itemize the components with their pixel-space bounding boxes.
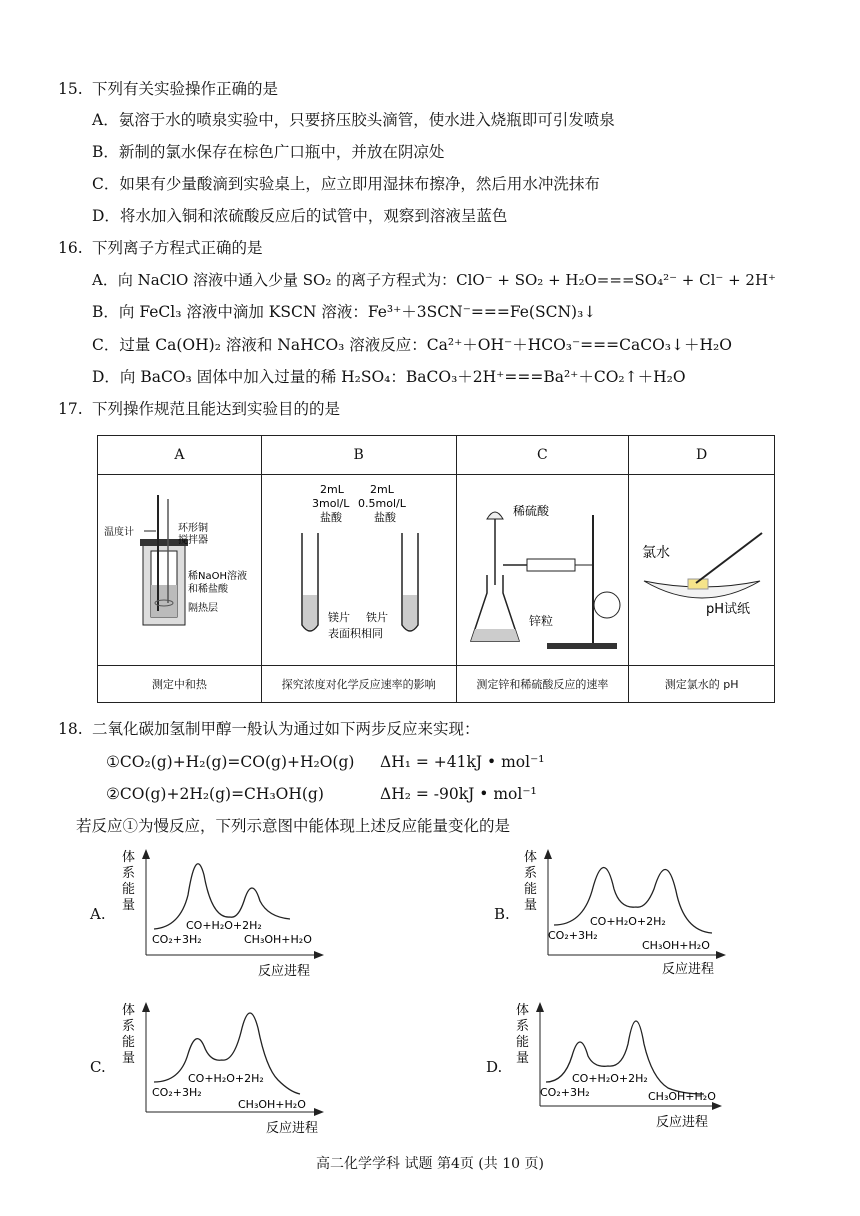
energy-graph-d	[512, 998, 726, 1138]
x-axis-label: 反应进程	[258, 964, 311, 979]
label-acid: 稀硫酸	[512, 504, 549, 518]
test-tube-figure	[262, 475, 455, 661]
header-a: A	[98, 436, 262, 475]
x-axis-label: 反应进程	[662, 962, 715, 977]
table-caption-row	[98, 666, 775, 703]
q16-stem-text: 下列离子方程式正确的是	[92, 239, 263, 257]
x-axis-arrow	[314, 951, 324, 959]
svg-text:系: 系	[524, 866, 538, 881]
svg-text:量: 量	[122, 898, 136, 913]
figure-c-cell	[456, 475, 629, 666]
y-axis-label	[524, 849, 537, 913]
liquid-right	[403, 595, 417, 630]
figure-a-cell	[98, 475, 262, 666]
header-d: D	[629, 436, 775, 475]
caption-d: 测定氯水的 pH	[629, 666, 775, 703]
glass-rod-icon	[696, 533, 762, 583]
energy-graph-a	[118, 845, 328, 981]
svg-text:系: 系	[516, 1019, 530, 1034]
label-start: CO₂+3H₂	[152, 933, 202, 946]
label-conc-1: 3mol/L	[312, 497, 350, 510]
enthalpy-2: ΔH₂ = -90kJ • mol⁻¹	[380, 785, 537, 803]
label-volume-1: 2mL	[320, 483, 344, 496]
graph-option-a-label: A.	[90, 905, 106, 923]
label-stirrer-2: 搅拌器	[178, 535, 209, 546]
q16-option-c: C．过量 Ca(OH)₂ 溶液和 NaHCO₃ 溶液反应：Ca²⁺＋OH⁻＋HCO₃⁻===CaCO₃↓＋H₂O	[92, 336, 732, 354]
label-start: CO₂+3H₂	[548, 929, 598, 942]
label-chlorine-water: 氯水	[641, 545, 670, 561]
svg-text:体: 体	[122, 1003, 136, 1018]
table-header-row	[98, 436, 775, 475]
y-axis-arrow	[536, 1002, 544, 1012]
q15-option-a: A．氨溶于水的喷泉实验中，只要挤压胶头滴管，使水进入烧瓶即可引发喷泉	[92, 111, 615, 129]
q17-stem	[58, 399, 340, 419]
label-volume-2: 2mL	[370, 483, 394, 496]
stopwatch-icon	[594, 592, 620, 618]
graph-option-c-label: C.	[90, 1058, 106, 1076]
label-thermometer: 温度计	[104, 527, 135, 538]
label-same-area: 表面积相同	[328, 627, 384, 640]
flask-liquid	[471, 629, 519, 641]
label-end: CH₃OH+H₂O	[244, 933, 312, 946]
caption-c: 测定锌和稀硫酸反应的速率	[456, 666, 629, 703]
q17-number: 17.	[58, 400, 83, 418]
q18-question: 若反应①为慢反应，下列示意图中能体现上述反应能量变化的是	[76, 817, 511, 835]
label-conc-2: 0.5mol/L	[358, 497, 406, 510]
calorimeter-figure	[98, 475, 260, 661]
figure-d-cell	[629, 475, 775, 666]
ph-paper-figure	[630, 475, 774, 661]
label-mg: 镁片	[328, 611, 351, 624]
svg-text:体: 体	[122, 850, 136, 865]
q15-number: 15.	[58, 80, 83, 98]
label-acid-1: 盐酸	[320, 511, 343, 524]
label-fe: 铁片	[366, 611, 389, 624]
label-mid: CO+H₂O+2H₂	[572, 1072, 648, 1085]
label-start: CO₂+3H₂	[540, 1086, 590, 1099]
energy-graph-b	[520, 845, 730, 981]
svg-text:能: 能	[122, 882, 136, 897]
q15-stem-text: 下列有关实验操作正确的是	[92, 80, 279, 98]
q18-number: 18.	[58, 720, 83, 738]
svg-text:能: 能	[516, 1035, 530, 1050]
solution-fill	[151, 585, 177, 617]
syringe-icon	[527, 559, 575, 571]
svg-text:体: 体	[524, 850, 538, 865]
x-axis-label: 反应进程	[656, 1115, 709, 1130]
experiment-table	[97, 435, 775, 703]
svg-text:量: 量	[516, 1051, 530, 1066]
reaction-1: ①CO₂(g)+H₂(g)=CO(g)+H₂O(g)	[106, 753, 355, 771]
q15-option-b: B．新制的氯水保存在棕色广口瓶中，并放在阴凉处	[92, 143, 445, 161]
label-ph-paper: pH试纸	[705, 602, 750, 617]
label-insulation: 隔热层	[188, 603, 219, 614]
header-c: C	[456, 436, 629, 475]
label-mid: CO+H₂O+2H₂	[186, 919, 262, 932]
x-axis-arrow	[314, 1108, 324, 1116]
table-figure-row	[98, 475, 775, 666]
label-solution-1: 稀NaOH溶液	[188, 571, 248, 582]
header-b: B	[261, 436, 456, 475]
energy-graph-c	[118, 998, 328, 1138]
q16-option-d: D．向 BaCO₃ 固体中加入过量的稀 H₂SO₄：BaCO₃＋2H⁺===Ba²⁺＋CO₂↑＋H₂O	[92, 368, 686, 386]
q18-stem-text: 二氧化碳加氢制甲醇一般认为通过如下两步反应来实现：	[92, 720, 480, 738]
reaction-2: ②CO(g)+2H₂(g)=CH₃OH(g)	[106, 785, 324, 803]
svg-text:量: 量	[524, 898, 538, 913]
svg-text:量: 量	[122, 1051, 136, 1066]
gas-syringe-figure	[457, 475, 628, 661]
svg-text:能: 能	[122, 1035, 136, 1050]
graph-option-b-label: B.	[494, 905, 510, 923]
q16-number: 16.	[58, 239, 83, 257]
label-end: CH₃OH+H₂O	[642, 939, 710, 952]
q16-option-b: B．向 FeCl₃ 溶液中滴加 KSCN 溶液：Fe³⁺＋3SCN⁻===Fe(SCN)₃↓	[92, 303, 597, 321]
label-end: CH₃OH+H₂O	[238, 1098, 306, 1111]
label-mid: CO+H₂O+2H₂	[590, 915, 666, 928]
liquid-left	[303, 595, 317, 630]
q15-option-d: D．将水加入铜和浓硫酸反应后的试管中，观察到溶液呈蓝色	[92, 207, 508, 225]
svg-text:体: 体	[516, 1003, 530, 1018]
svg-text:系: 系	[122, 866, 136, 881]
y-axis-arrow	[142, 849, 150, 859]
funnel-icon	[487, 512, 503, 519]
enthalpy-1: ΔH₁ = +41kJ • mol⁻¹	[380, 753, 545, 771]
label-zinc: 锌粒	[528, 614, 553, 628]
y-axis-arrow	[544, 849, 552, 859]
x-axis-label: 反应进程	[266, 1121, 319, 1136]
q18-stem	[58, 719, 480, 739]
q17-stem-text: 下列操作规范且能达到实验目的的是	[92, 400, 341, 418]
label-end: CH₃OH+H₂O	[648, 1090, 716, 1103]
q16-stem	[58, 238, 263, 258]
x-axis-arrow	[716, 951, 726, 959]
label-start: CO₂+3H₂	[152, 1086, 202, 1099]
caption-a: 测定中和热	[98, 666, 262, 703]
y-axis-arrow	[142, 1002, 150, 1012]
svg-text:系: 系	[122, 1019, 136, 1034]
q16-option-a: A．向 NaClO 溶液中通入少量 SO₂ 的离子方程式为：ClO⁻ + SO₂ + H₂O===SO₄²⁻ + Cl⁻ + 2H⁺	[92, 271, 776, 289]
label-acid-2: 盐酸	[374, 511, 397, 524]
q15-stem	[58, 79, 278, 99]
svg-text:能: 能	[524, 882, 538, 897]
y-axis-label	[122, 1002, 135, 1066]
page-footer: 高二化学学科 试题 第4页 (共 10 页)	[316, 1156, 544, 1172]
stand-base	[547, 643, 617, 649]
graph-option-d-label: D.	[486, 1058, 503, 1076]
caption-b: 探究浓度对化学反应速率的影响	[261, 666, 456, 703]
label-solution-2: 和稀盐酸	[188, 584, 229, 595]
x-axis-arrow	[712, 1102, 722, 1110]
q15-option-c: C．如果有少量酸滴到实验桌上，应立即用湿抹布擦净，然后用水冲洗抹布	[92, 175, 600, 193]
label-stirrer-1: 环形铜	[178, 523, 209, 534]
y-axis-label	[122, 849, 135, 913]
label-mid: CO+H₂O+2H₂	[188, 1072, 264, 1085]
figure-b-cell	[261, 475, 456, 666]
y-axis-label	[516, 1002, 529, 1066]
